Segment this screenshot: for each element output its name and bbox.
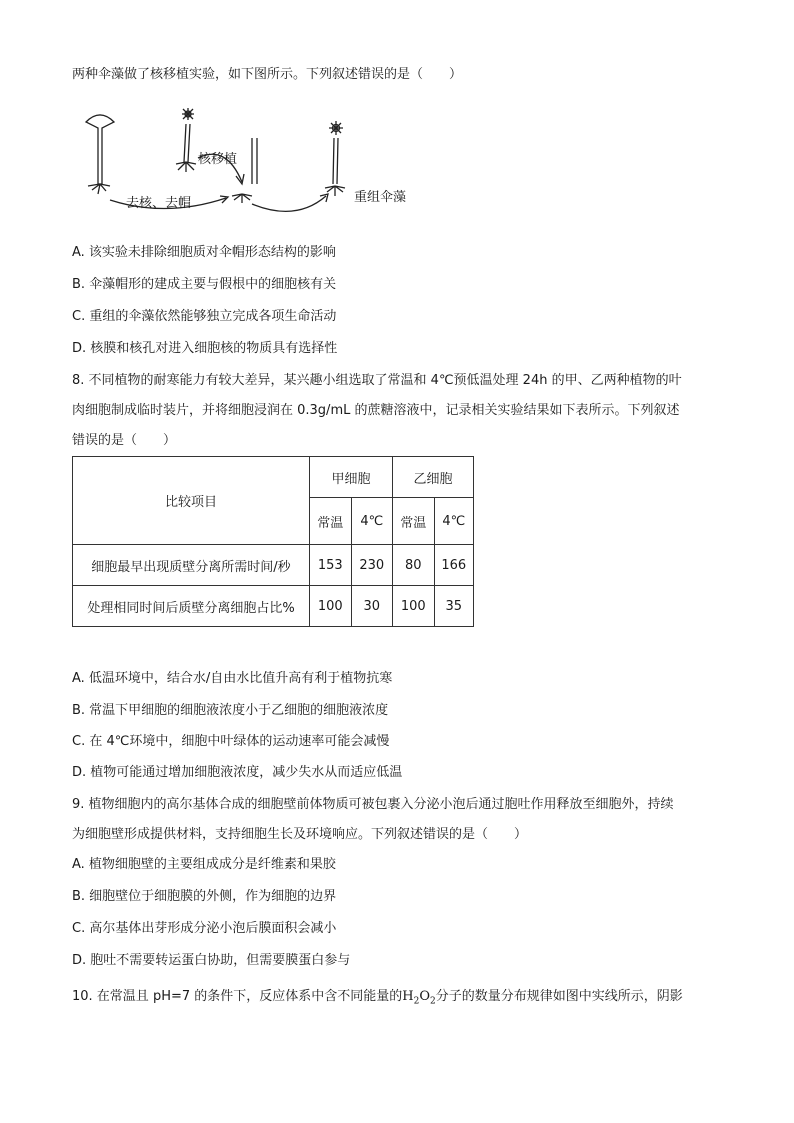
table-row-label: 处理相同时间后质壁分离细胞占比%: [73, 586, 310, 627]
table-cell: 230: [351, 545, 393, 586]
table-cell: 80: [393, 545, 435, 586]
cold-tolerance-table: [72, 456, 474, 627]
q9-option-d: D. 胞吐不需要转运蛋白协助，但需要膜蛋白参与: [72, 953, 351, 968]
table-cell: 100: [310, 586, 352, 627]
q8-stem-line-2: 肉细胞制成临时装片，并将细胞浸润在 0.3g/mL 的蔗糖溶液中，记录相关实验结果如下表所示。下列叙述: [72, 403, 680, 418]
q8-stem-line-3: 错误的是（ ）: [72, 433, 177, 448]
table-cell: 30: [351, 586, 393, 627]
q7-option-a: A. 该实验未排除细胞质对伞帽形态结构的影响: [72, 245, 336, 260]
q8-stem-line-1: 8. 不同植物的耐寒能力有较大差异，某兴趣小组选取了常温和 4℃预低温处理 24h 的甲、乙两种植物的叶: [72, 373, 682, 388]
q9-stem-line-2: 为细胞壁形成提供材料，支持细胞生长及环境响应。下列叙述错误的是（ ）: [72, 827, 528, 842]
q9-stem-line-1: 9. 植物细胞内的高尔基体合成的细胞壁前体物质可被包裹入分泌小泡后通过胞吐作用释放至细胞外，持续: [72, 797, 674, 812]
label-nuclear-transplant: 核移植: [198, 152, 238, 167]
q7-option-b: B. 伞藻帽形的建成主要与假根中的细胞核有关: [72, 277, 337, 292]
q8-option-b: B. 常温下甲细胞的细胞液浓度小于乙细胞的细胞液浓度: [72, 703, 389, 718]
q7-option-d: D. 核膜和核孔对进入细胞核的物质具有选择性: [72, 341, 338, 356]
q9-option-c: C. 高尔基体出芽形成分泌小泡后膜面积会减小: [72, 921, 337, 936]
table-subheader: 4℃: [351, 498, 393, 545]
q10-stem-prefix: 10. 在常温且 pH=7 的条件下，反应体系中含不同能量的: [72, 989, 403, 1004]
table-cell: 166: [434, 545, 474, 586]
h2o2-formula: $H_2O_2$: [402, 989, 436, 1007]
q8-option-a: A. 低温环境中，结合水/自由水比值升高有利于植物抗寒: [72, 671, 393, 686]
q8-option-c: C. 在 4℃环境中，细胞中叶绿体的运动速率可能会减慢: [72, 734, 390, 749]
table-cell: 100: [393, 586, 435, 627]
table-cell: 35: [434, 586, 474, 627]
table-row: [73, 545, 474, 586]
table-subheader: 常温: [310, 498, 352, 545]
q9-option-a: A. 植物细胞壁的主要组成成分是纤维素和果胶: [72, 857, 336, 872]
table-cell: 153: [310, 545, 352, 586]
table-subheader: 4℃: [434, 498, 474, 545]
table-row-label: 细胞最早出现质壁分离所需时间/秒: [73, 545, 310, 586]
q9-option-b: B. 细胞壁位于细胞膜的外侧，作为细胞的边界: [72, 889, 337, 904]
table-row: [73, 586, 474, 627]
q8-option-d: D. 植物可能通过增加细胞液浓度，减少失水从而适应低温: [72, 765, 403, 780]
q7-option-c: C. 重组的伞藻依然能够独立完成各项生命活动: [72, 309, 337, 324]
q10-stem-suffix: 分子的数量分布规律如图中实线所示，阴影: [435, 989, 683, 1004]
q10-stem: [72, 988, 683, 1011]
table-subheader: 常温: [393, 498, 435, 545]
nuclear-transplant-figure: [76, 100, 436, 218]
label-recombined-alga: 重组伞藻: [354, 190, 407, 205]
table-group-yi: 乙细胞: [393, 457, 474, 498]
label-enucleate-decap: 去核、去帽: [126, 196, 192, 211]
q7-stem: 两种伞藻做了核移植实验，如下图所示。下列叙述错误的是（ ）: [72, 67, 463, 82]
table-group-jia: 甲细胞: [310, 457, 393, 498]
table-corner-header: 比较项目: [73, 457, 310, 545]
